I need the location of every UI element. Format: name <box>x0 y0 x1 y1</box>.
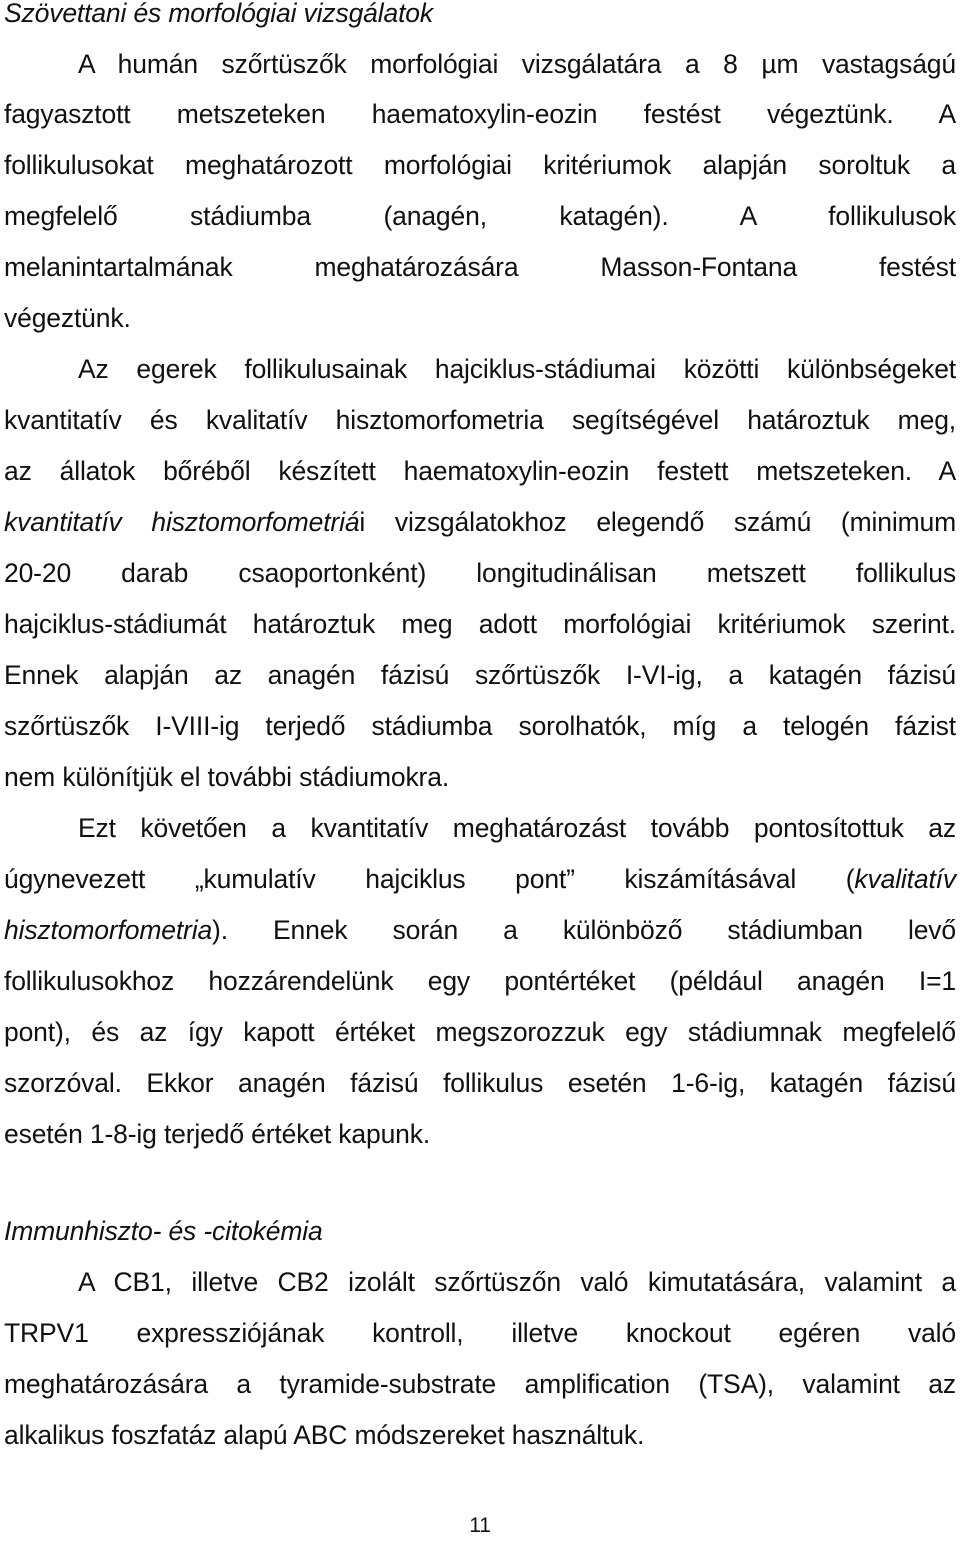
paragraph-line: fagyasztott metszeteken haematoxylin-eozin festést végeztünk. A <box>4 99 956 129</box>
paragraph-line: kvantitatív és kvalitatív hisztomorfometria segítségével határoztuk meg, <box>4 405 956 435</box>
section-heading-immunhiszto: Immunhiszto- és -citokémia <box>4 1216 323 1246</box>
paragraph-line: meghatározására a tyramide-substrate amplification (TSA), valamint az <box>4 1369 956 1399</box>
paragraph-line <box>4 862 956 896</box>
paragraph-line: szőrtüszők I-VIII-ig terjedő stádiumba sorolhatók, míg a telogén fázist <box>4 711 956 741</box>
paragraph-line: Ezt követően a kvantitatív meghatározást tovább pontosítottuk az <box>78 813 956 843</box>
line-text: ). Ennek során a különböző stádiumban levő <box>212 915 956 945</box>
paragraph-line: megfelelő stádiumba (anagén, katagén). A follikulusok <box>4 201 956 231</box>
italic-term: kvantitatív hisztomorfometriá <box>4 507 360 537</box>
paragraph-line: TRPV1 expressziójának kontroll, illetve knockout egéren való <box>4 1318 956 1348</box>
paragraph-line: A humán szőrtüszők morfológiai vizsgálatára a 8 µm vastagságú <box>78 49 956 79</box>
paragraph-line: Az egerek follikulusainak hajciklus-stádiumai közötti különbségeket <box>78 354 956 384</box>
paragraph-line: alkalikus foszfatáz alapú ABC módszereket használtuk. <box>4 1420 645 1450</box>
line-text: úgynevezett „kumulatív hajciklus pont” kiszámításával ( <box>4 864 855 894</box>
italic-term: hisztomorfometria <box>4 915 213 945</box>
page-number: 11 <box>469 1514 491 1537</box>
paragraph-line: Ennek alapján az anagén fázisú szőrtüszők I-VI-ig, a katagén fázisú <box>4 660 956 690</box>
paragraph-line: nem különítjük el további stádiumokra. <box>4 762 450 792</box>
paragraph-line <box>4 505 956 539</box>
paragraph-line: esetén 1-8-ig terjedő értéket kapunk. <box>4 1119 431 1149</box>
paragraph-line: follikulusokat meghatározott morfológiai kritériumok alapján soroltuk a <box>4 150 956 180</box>
paragraph-line: pont), és az így kapott értéket megszorozzuk egy stádiumnak megfelelő <box>4 1017 956 1047</box>
paragraph-line <box>4 913 956 947</box>
line-text: i vizsgálatokhoz elegendő számú (minimum <box>359 507 957 537</box>
paragraph-line: hajciklus-stádiumát határoztuk meg adott morfológiai kritériumok szerint. <box>4 609 956 639</box>
paragraph-line: az állatok bőréből készített haematoxylin-eozin festett metszeteken. A <box>4 456 956 486</box>
paragraph-line: szorzóval. Ekkor anagén fázisú follikulus esetén 1-6-ig, katagén fázisú <box>4 1068 956 1098</box>
paragraph-line: follikulusokhoz hozzárendelünk egy pontértéket (például anagén I=1 <box>4 966 956 996</box>
section-heading-szovettani: Szövettani és morfológiai vizsgálatok <box>4 0 433 28</box>
paragraph-line: melanintartalmának meghatározására Masson-Fontana festést <box>4 252 956 282</box>
paragraph-line: 20-20 darab csaoportonként) longitudinálisan metszett follikulus <box>4 558 956 588</box>
italic-term: kvalitatív <box>854 864 956 894</box>
paragraph-line: A CB1, illetve CB2 izolált szőrtüszőn való kimutatására, valamint a <box>78 1267 956 1297</box>
paragraph-line: végeztünk. <box>4 303 131 333</box>
